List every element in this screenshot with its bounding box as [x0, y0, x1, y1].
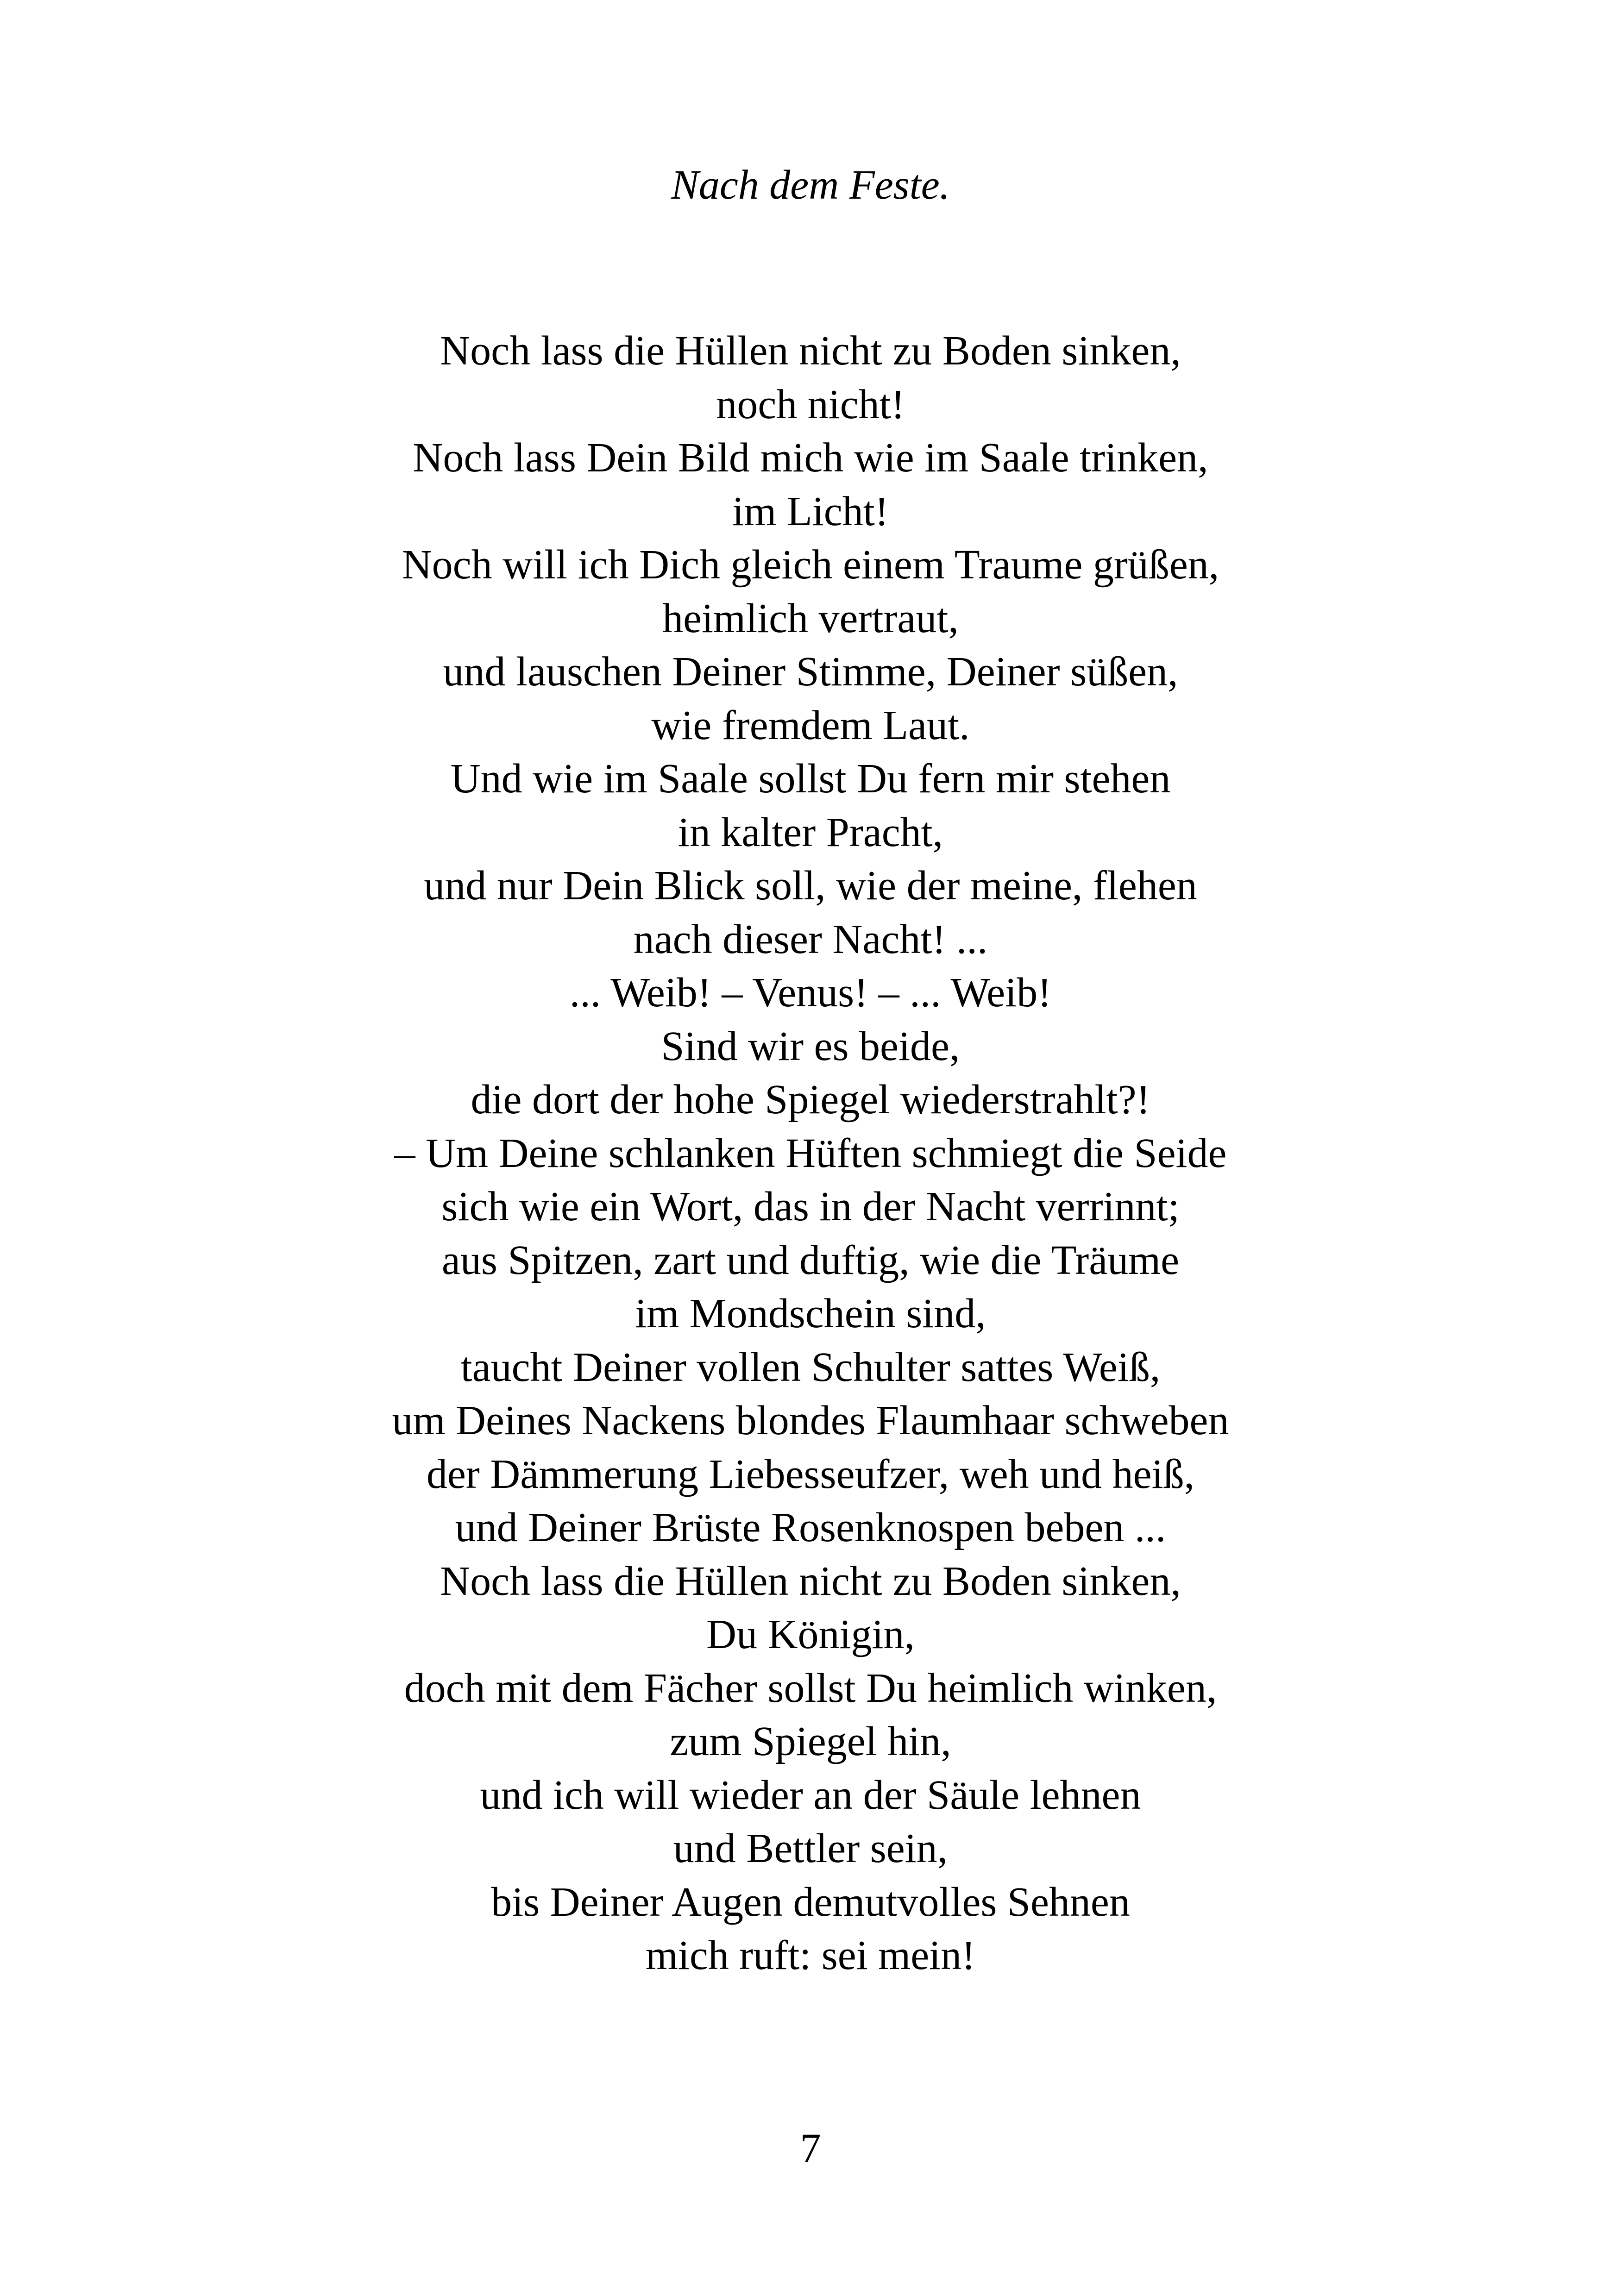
poem-line: um Deines Nackens blondes Flaumhaar schweben	[392, 1398, 1229, 1443]
poem-line: doch mit dem Fächer sollst Du heimlich winken,	[404, 1665, 1217, 1711]
poem-line: Sind wir es beide,	[661, 1023, 960, 1069]
poem-line: Und wie im Saale sollst Du fern mir stehen	[450, 756, 1171, 802]
poem-line: und lauschen Deiner Stimme, Deiner süßen,	[443, 649, 1178, 695]
poem-line: Du Königin,	[706, 1612, 915, 1657]
poem-line: die dort der hohe Spiegel wiederstrahlt?!	[471, 1077, 1150, 1123]
poem-line: der Dämmerung Liebesseufzer, weh und heiß,	[426, 1451, 1195, 1497]
poem-line: zum Spiegel hin,	[670, 1719, 951, 1764]
poem-line: aus Spitzen, zart und duftig, wie die Träume	[441, 1237, 1180, 1283]
poem-line: – Um Deine schlanken Hüften schmiegt die Seide	[394, 1130, 1227, 1176]
poem-line: taucht Deiner vollen Schulter sattes Weiß,	[460, 1344, 1161, 1390]
poem-line: und ich will wieder an der Säule lehnen	[480, 1772, 1141, 1818]
poem-line: im Mondschein sind,	[635, 1291, 986, 1336]
poem-line: noch nicht!	[716, 381, 905, 427]
poem-line: Noch lass die Hüllen nicht zu Boden sinken,	[440, 1558, 1181, 1604]
poem-line: und nur Dein Blick soll, wie der meine, flehen	[424, 863, 1197, 909]
poem-line: in kalter Pracht,	[678, 809, 943, 855]
poem-line: im Licht!	[732, 488, 889, 534]
poem-line: mich ruft: sei mein!	[645, 1932, 976, 1978]
poem-line: und Bettler sein,	[673, 1826, 948, 1871]
poem-line: ... Weib! – Venus! – ... Weib!	[569, 970, 1052, 1016]
poem-line: nach dieser Nacht! ...	[633, 916, 988, 962]
poem-line: Noch lass Dein Bild mich wie im Saale trinken,	[413, 435, 1208, 481]
poem-line: sich wie ein Wort, das in der Nacht verrinnt;	[441, 1184, 1180, 1230]
page-number: 7	[800, 2126, 821, 2171]
poem-line: und Deiner Brüste Rosenknospen beben ...	[455, 1505, 1166, 1550]
poem-line: heimlich vertraut,	[662, 595, 959, 641]
poem-line: Noch lass die Hüllen nicht zu Boden sinken,	[440, 328, 1181, 374]
poem-line: wie fremdem Laut.	[651, 702, 970, 748]
poem-line: bis Deiner Augen demutvolles Sehnen	[491, 1879, 1130, 1925]
poem-body	[0, 324, 1621, 1982]
poem-title: Nach dem Feste.	[671, 162, 950, 208]
poem-line: Noch will ich Dich gleich einem Traume grüßen,	[402, 542, 1219, 588]
